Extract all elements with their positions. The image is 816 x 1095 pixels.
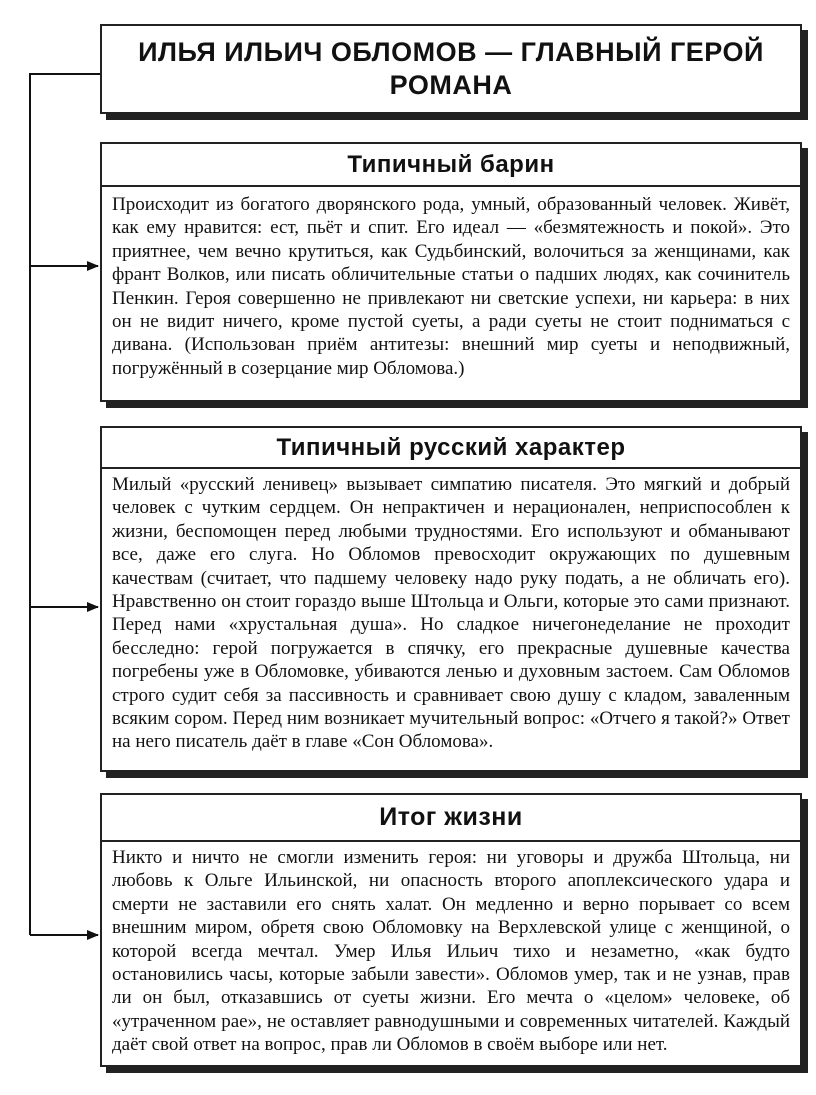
section-russian-character — [100, 426, 802, 772]
main-title — [138, 36, 764, 102]
main-title-line-1: ИЛЬЯ ИЛЬИЧ ОБЛОМОВ — ГЛАВНЫЙ ГЕРОЙ — [138, 37, 764, 67]
section-life-result — [100, 793, 802, 1067]
section-heading: Итог жизни — [102, 795, 800, 842]
section-text: Никто и ничто не смогли изменить героя: ни уговоры и дружба Штольца, ни любовь к Ольге Ильинской, ни опасность второго апоплексического удара и смерти не заставили его снять халат. Он медленно и верно порывает со всем внешним миром, обретя свою Обломовку на Верхлевской улице с женщиной, о которой всегда мечтал. Умер Илья Ильич тихо и незаметно, «как будто остановились часы, которые забыли завести». Обломов умер, так и не узнав, прав ли он был, отказавшись от суеты жизни. Его мечта о «целом» человеке, об «утраченном рае», не оставляет равнодушными и современных читателей. Каждый даёт свой ответ на вопрос, прав ли Обломов в своём выборе или нет. — [112, 847, 790, 1056]
connector-trunk — [30, 74, 100, 935]
main-title-box — [100, 24, 802, 114]
section-heading: Типичный барин — [102, 144, 800, 187]
section-text: Происходит из богатого дворянского рода, умный, образованный человек. Живёт, как ему нравится: ест, пьёт и спит. Его идеал — «безмятежность и покой». Это приятнее, чем вечно крутиться, как Судьбинский, волочиться за женщинами, как франт Волков, или писать обличительные статьи о падших людях, как сочинитель Пенкин. Героя совершенно не привлекают ни светские успехи, ни карьера: в них он не видит ничего, кроме пустой суеты, а ради суеты не стоит подниматься с дивана. (Использован приём антитезы: внешний мир суеты и неподвижный, погружённый в созерцание мир Обломова.) — [112, 194, 790, 379]
main-title-line-2: РОМАНА — [389, 70, 513, 100]
section-heading: Типичный русский характер — [102, 428, 800, 469]
section-typical-barin — [100, 142, 802, 402]
section-text: Милый «русский ленивец» вызывает симпатию писателя. Это мягкий и добрый человек с чутким сердцем. Он непрактичен и нерационален, неприспособлен к жизни, беспомощен перед любыми трудностями. Его используют и обманывают все, даже его слуга. Но Обломов превосходит окружающих по душевным качествам (считает, что падшему человеку надо руку подать, а не обличать его). Нравственно он стоит гораздо выше Штольца и Ольги, которые это сами признают. Перед нами «хрустальная душа». Но сладкое ничегонеделание не проходит бесследно: герой погружается в спячку, его прекрасные душевные качества погребены уже в Обломовке, убиваются ленью и духовным застоем. Сам Обломов строго судит себя за пассивность и сравнивает свою душу с кладом, заваленным всяким сором. Перед ним возникает мучительный вопрос: «Отчего я такой?» Ответ на него писатель даёт в главе «Сон Обломова». — [112, 474, 790, 753]
